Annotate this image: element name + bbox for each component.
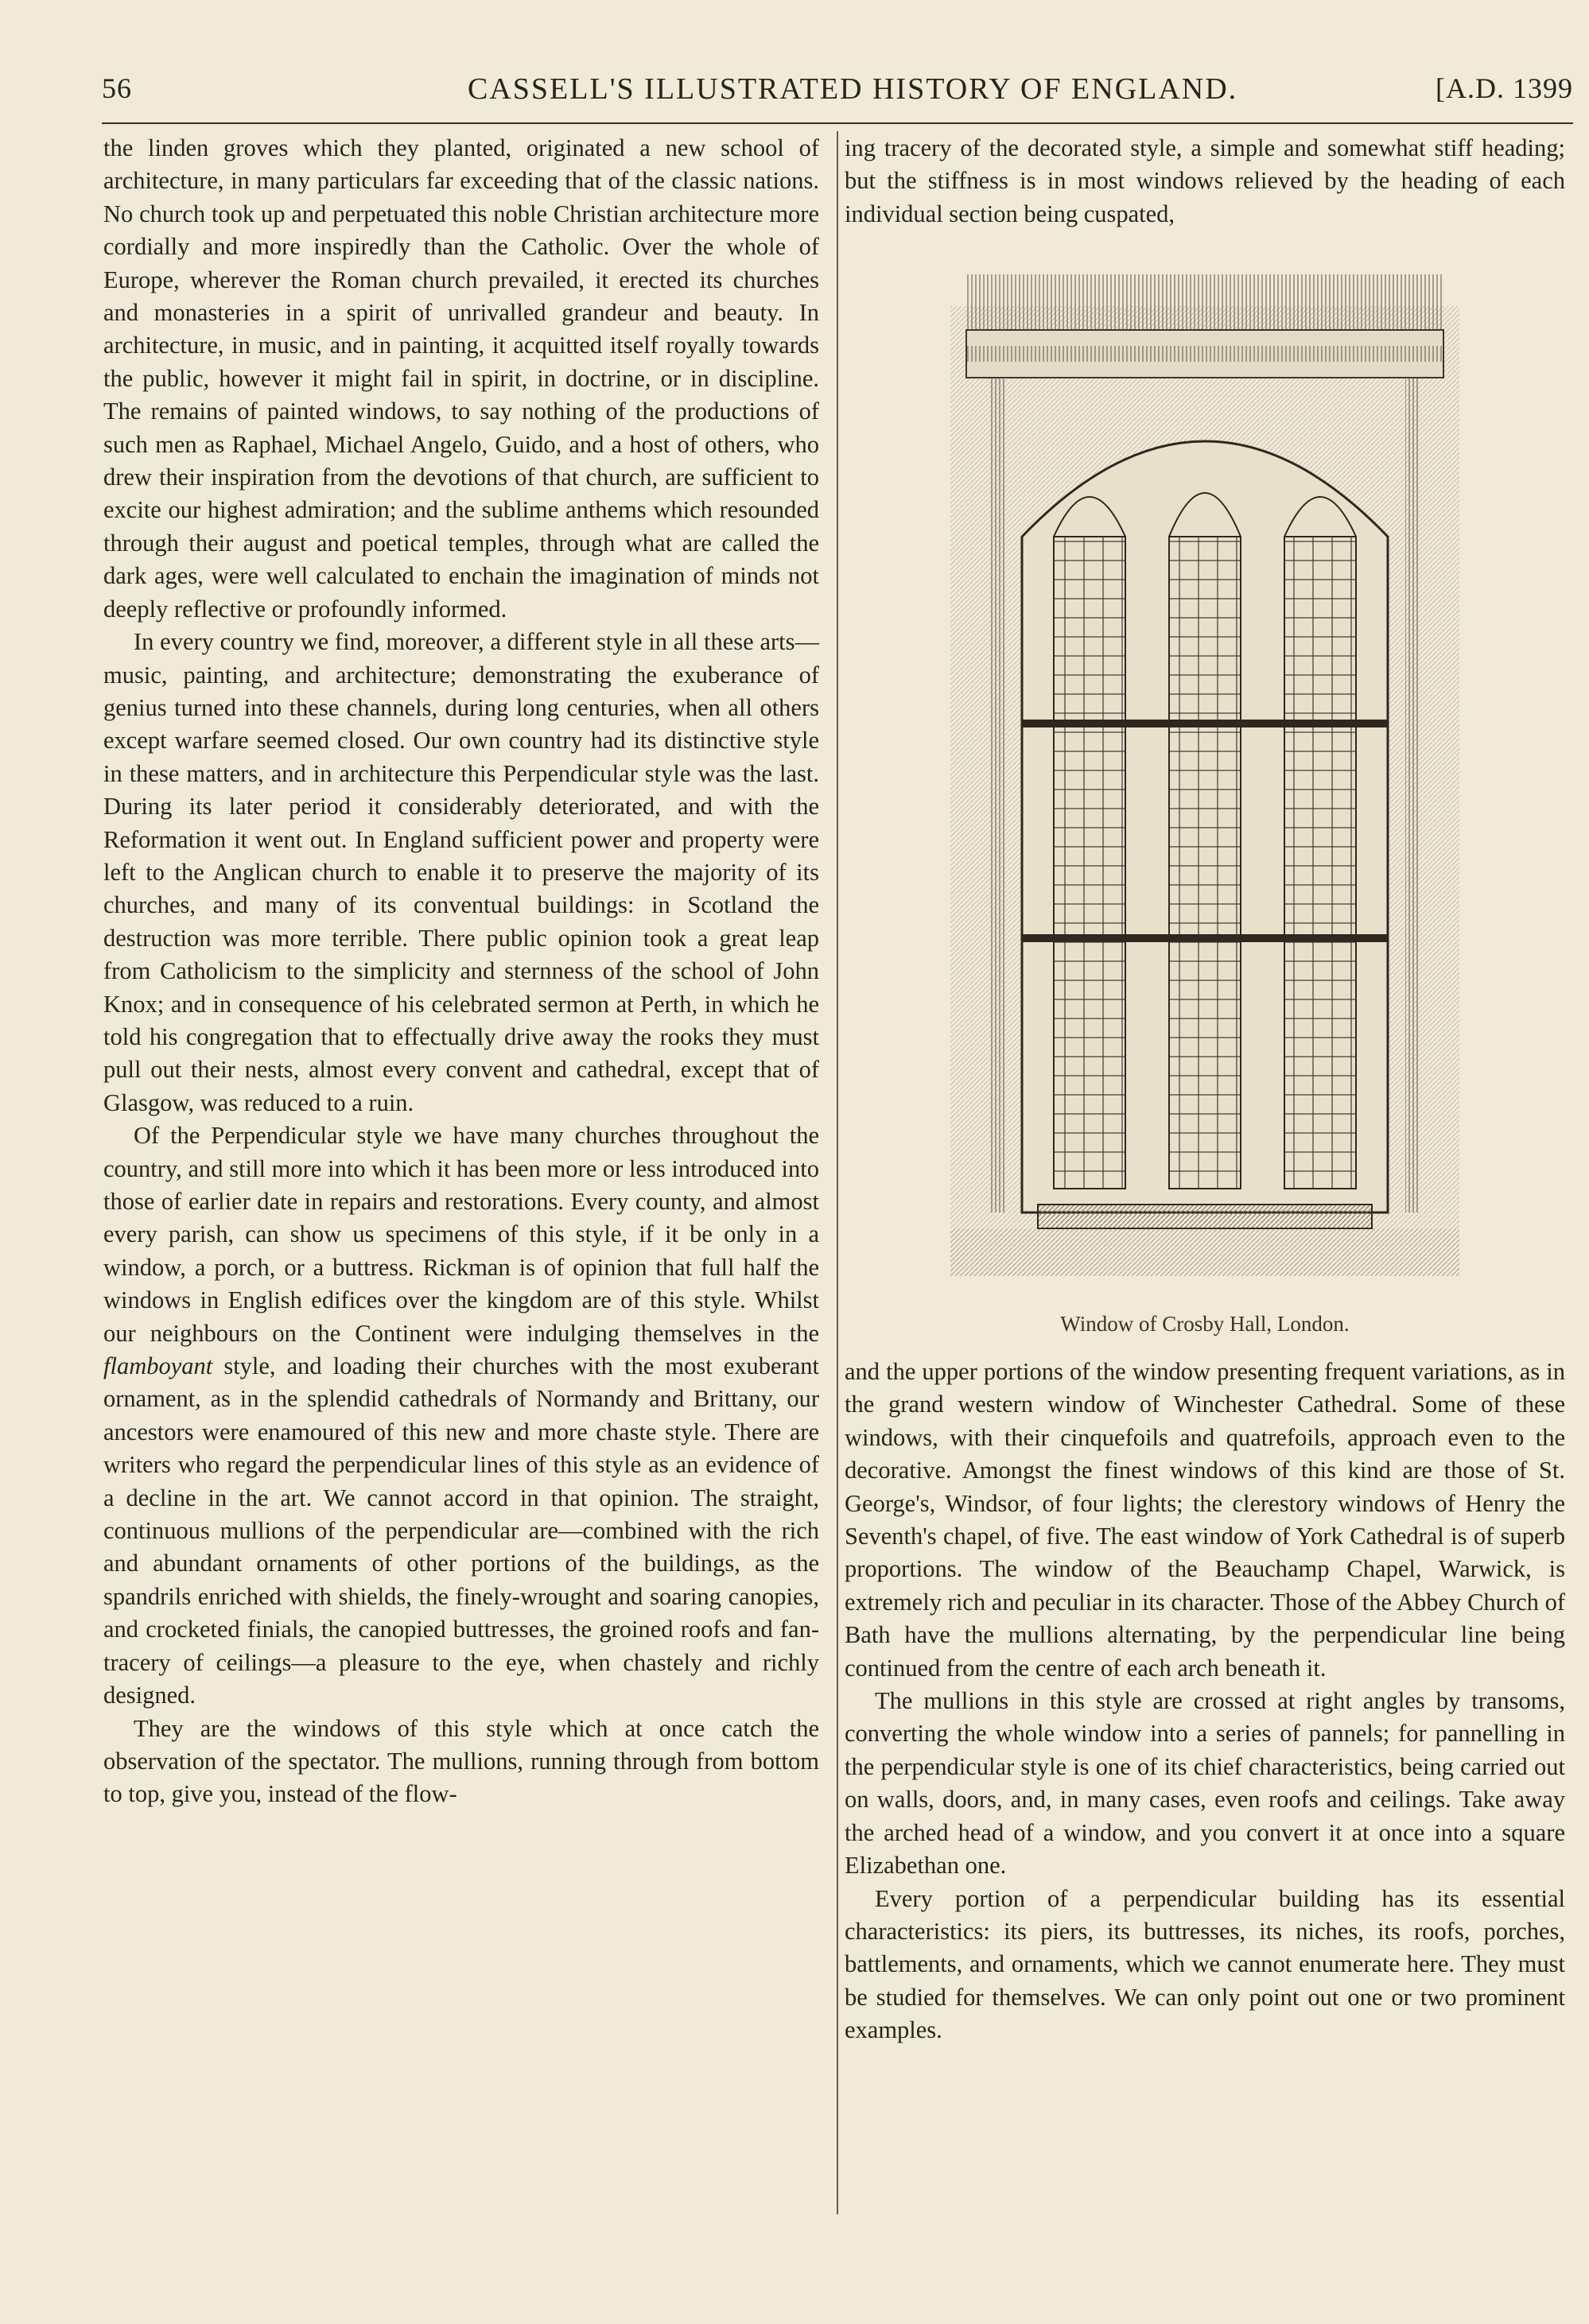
book-title: CASSELL'S ILLUSTRATED HISTORY OF ENGLAND. (468, 72, 1238, 106)
figure-caption: Window of Crosby Hall, London. (1060, 1312, 1350, 1336)
paragraph: and the upper portions of the window presenting frequent variations, as in the grand western window of Winchester Cathedral. Some of these windows, with their cinquefoils and quatrefoils, approach even to the decorative. Amongst the finest windows of this kind are those of St. George's, Windsor, of four lights; the clerestory windows of Henry the Seventh's chapel, of five. The east window of York Cathedral is of superb proportions. The window of the Beauchamp Chapel, Warwick, is extremely rich and peculiar in its character. Those of the Abbey Church of Bath have the mullions alternating, by the perpendicular line being continued from the centre of each arch beneath it. (845, 1358, 1565, 1682)
paragraph: the linden groves which they planted, originated a new school of architecture, in many particulars far exceeding that of the classic nations. No church took up and perpetuated this noble Christian architecture more cordially and more inspiredly than the Catholic. Over the whole of Europe, wherever the Roman church prevailed, it erected its churches and monasteries in a spirit of unrivalled grandeur and beauty. In architecture, in music, and in painting, it acquitted itself royally towards the public, however it might fail in spirit, in doctrine, or in discipline. The remains of painted windows, to say nothing of the productions of such men as Raphael, Michael Angelo, Guido, and a host of others, who drew their inspiration from the devotions of that church, are sufficient to excite our highest admiration; and the sublime anthems which resounded through their august and poetical temples, through what are called the dark ages, were well calculated to enchain the imagination of minds not deeply reflective or profoundly informed. (103, 134, 819, 623)
paragraph (103, 1119, 819, 1712)
column-divider (837, 131, 838, 2214)
paragraph: ing tracery of the decorated style, a simple and somewhat stiff heading; but the stiffness is in most windows relieved by the heading of each individual section being cuspated, (845, 134, 1565, 227)
paragraph: In every country we find, moreover, a different style in all these arts—music, painting, and architecture; demonstrating the exuberance of genius turned into these channels, during long centuries, when all others except warfare seemed closed. Our own country had its distinctive style in these matters, and in architecture this Perpendicular style was the last. During its later period it considerably deteriorated, and with the Reformation it went out. In England sufficient power and property were left to the Anglican church to enable it to preserve the majority of its churches, and many of its conventual buildings: in Scotland the destruction was more terrible. There public opinion took a great leap from Catholicism to the simplicity and sternness of the school of John Knox; and in consequence of his celebrated sermon at Perth, in which he told his congregation that to effectually drive away the rooks they must pull out their nests, almost every convent and cathedral, except that of Glasgow, was reduced to a ruin. (103, 628, 819, 1116)
page-number: 56 (102, 72, 132, 104)
paragraph: The mullions in this style are crossed at right angles by transoms, converting the whole window into a series of pannels; for pannelling in the perpendicular style is one of its chief characteristics, being carried out on walls, doors, and, in many cases, even roofs and ceilings. Take away the arched head of a window, and you convert it at once into a square Elizabethan one. (845, 1687, 1565, 1880)
header-rule (102, 122, 1573, 124)
paragraph-text: Of the Perpendicular style we have many churches throughout the country, and still more into which it has been more or less introduced into those of earlier date in repairs and restorations. Every county, and almost every parish, can show us specimens of this style, if it be only in a window, a porch, or a buttress. Rickman is of opinion that full half the windows in English edifices over the kingdom are of this style. Whilst our neighbours on the Continent were indulging themselves in the (103, 1122, 819, 1347)
left-column (103, 132, 819, 1811)
running-header (102, 72, 1573, 119)
window-engraving (950, 274, 1459, 1280)
header-date: [A.D. 1399 (1436, 72, 1573, 104)
right-column (845, 1356, 1565, 2047)
paragraph-text: style, and loading their churches with the most exuberant ornament, as in the splendid cathedrals of Normandy and Brittany, our ancestors were enamoured of this new and more chaste style. There are writers who regard the perpendicular lines of this style as an evidence of a decline in the art. We cannot accord in that opinion. The straight, continuous mullions of the perpendicular are—combined with the rich and abundant ornaments of other portions of the buildings, as the spandrils enriched with shields, the finely-wrought and soaring canopies, and crocketed finials, the canopied buttresses, the groined roofs and fan-tracery of ceilings—a pleasure to the eye, when chastely and richly designed. (103, 1352, 819, 1709)
right-column-top (845, 132, 1565, 231)
paragraph: Every portion of a perpendicular building has its essential characteristics: its piers, its buttresses, its niches, its roofs, porches, battlements, and ornaments, which we cannot enumerate here. They must be studied for themselves. We can only point out one or two prominent examples. (845, 1884, 1565, 2044)
italic-term: flamboyant (103, 1352, 213, 1380)
paragraph: They are the windows of this style which at once catch the observation of the spectator. The mullions, running through from bottom to top, give you, instead of the flow- (103, 1714, 819, 1808)
